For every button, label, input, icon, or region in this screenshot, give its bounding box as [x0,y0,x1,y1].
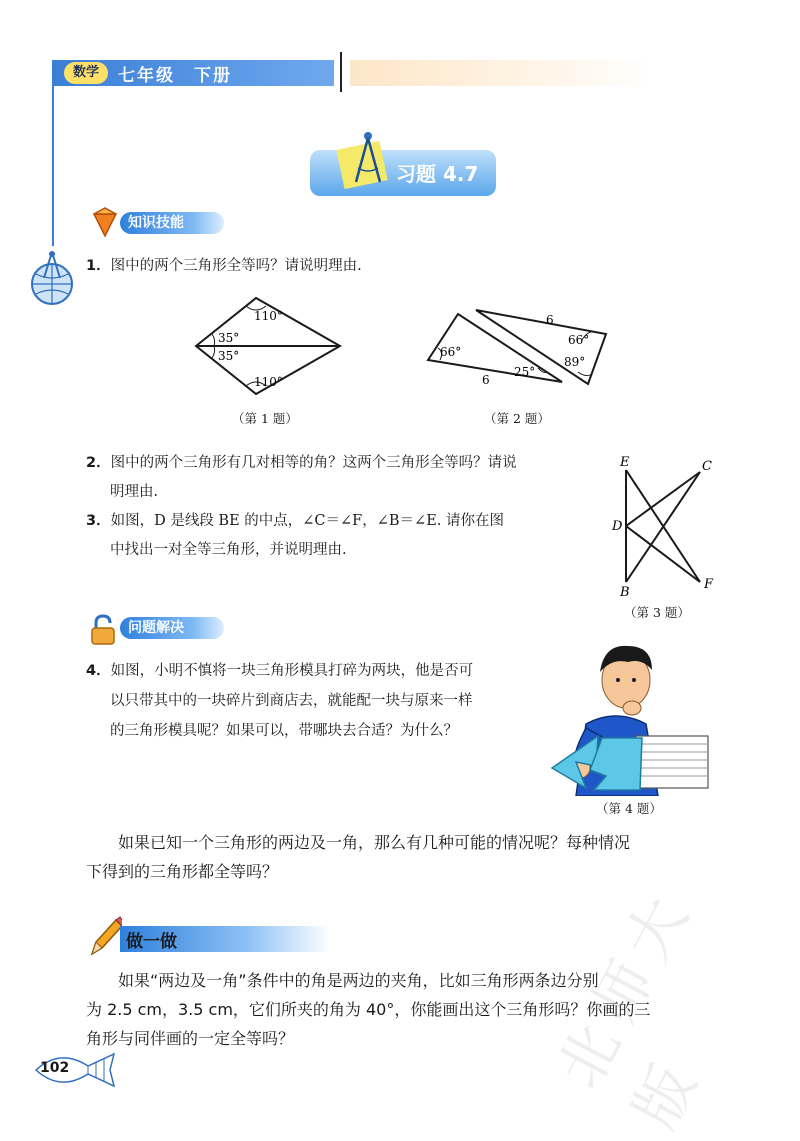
question-3-line-2: 中找出一对全等三角形，并说明理由. [110,542,347,558]
compass-globe-icon [22,248,82,308]
question-1-text: 图中的两个三角形全等吗？请说明理由. [110,258,362,274]
compass-icon [348,130,388,186]
question-4-line-3: 的三角形模具呢？如果可以，带哪块去合适？为什么？ [110,723,458,739]
section-problem-solving: 问题解决 [120,617,224,639]
exercise-label: 习题 4.7 [396,162,479,186]
watermark: 北师大版 [544,875,717,1140]
fig3-label-c: C [702,459,712,474]
paragraph-2-line-1: 如果“两边及一角”条件中的角是两边的夹角，比如三角形两条边分别 [118,971,599,990]
figure-2-diagram [420,304,616,388]
question-2-line-1 [86,448,517,478]
question-3-text: 如图，D 是线段 BE 的中点，∠C＝∠F，∠B＝∠E. 请你在图 [110,513,504,529]
figure-2-caption: （第 2 题） [484,411,550,426]
fig3-label-e: E [620,455,630,470]
fig1-angle-left-top: 35° [218,331,240,345]
fig3-label-f: F [704,577,714,592]
page-number: 102 [40,1060,70,1076]
paragraph-2-line-3: 角形与同伴画的一定全等吗？ [86,1029,295,1048]
paragraph-2-line-2: 为 2.5 cm，3.5 cm，它们所夹的角为 40°，你能画出这个三角形吗？你画的三 [86,1000,651,1019]
paragraph-1-line-1: 如果已知一个三角形的两边及一角，那么有几种可能的情况呢？每种情况 [118,833,631,852]
figure-4-boy-illustration [546,628,720,796]
fig2-angle-c: 89° [564,355,586,369]
header-divider [340,52,342,92]
fig1-angle-top: 110° [254,309,283,323]
paragraph-1-line-2: 下得到的三角形都全等吗？ [86,862,279,881]
section-do-it: 做一做 [126,932,177,952]
question-3-number: 3． [86,513,111,529]
figure-1-caption: （第 1 题） [232,411,298,426]
fig2-angle-d: 25° [514,365,536,379]
section-skills: 知识技能 [120,212,224,234]
fig3-label-d: D [612,519,623,534]
book-title: 七年级 下册 [118,66,232,86]
subject-badge: 数学 [64,62,108,84]
question-4-line-2: 以只带其中的一块碎片到商店去，就能配一块与原来一样 [110,693,473,709]
pencil-icon [86,914,122,958]
question-4-text: 如图，小明不慎将一块三角形模具打碎为两块，他是否可 [110,663,474,679]
question-1-number: 1． [86,258,111,274]
figure-3-diagram [608,452,718,600]
fig1-angle-left-bottom: 35° [218,349,240,363]
figure-1-diagram [190,292,350,402]
question-4-number: 4． [86,663,111,679]
question-3-line-1 [86,506,504,536]
question-2-line-2: 明理由. [110,484,159,500]
fig2-side-top: 6 [546,313,554,327]
fig2-angle-a: 66° [440,345,462,359]
padlock-icon [88,614,118,646]
margin-line [52,86,54,246]
figure-3-caption: （第 3 题） [624,605,690,620]
fig1-angle-bottom: 110° [254,375,283,389]
fig2-angle-b: 66° [568,333,590,347]
fig3-label-b: B [620,585,630,600]
question-2-number: 2． [86,455,111,471]
fig2-side-bottom: 6 [482,373,490,387]
question-1 [86,251,362,281]
question-2-text: 图中的两个三角形有几对相等的角？这两个三角形全等吗？请说 [110,455,517,471]
question-4-line-1 [86,656,473,686]
header-fade-band [350,60,650,86]
figure-4-caption: （第 4 题） [596,801,662,816]
diamond-gem-icon [90,206,120,238]
